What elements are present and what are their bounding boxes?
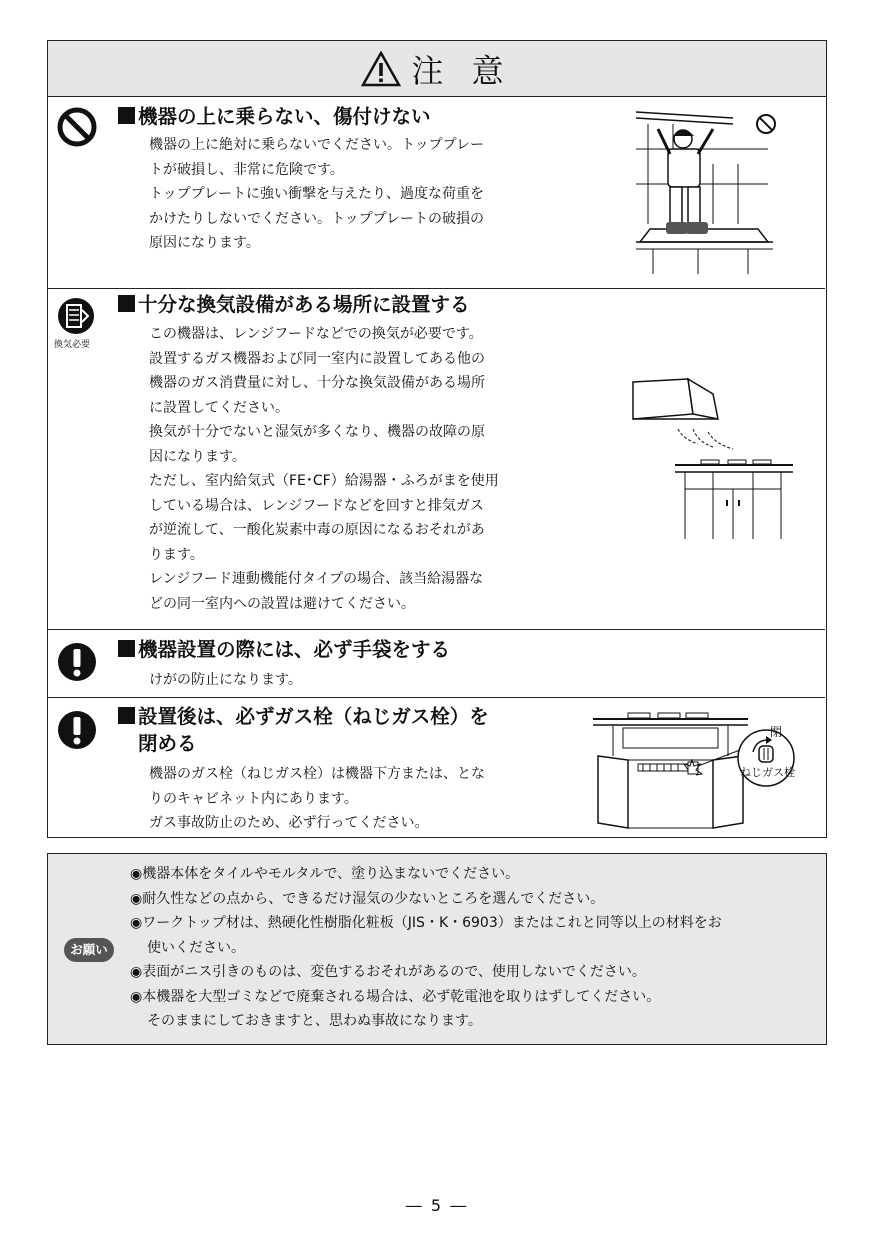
request-item: ◉耐久性などの点から、できるだけ湿気の少ないところを選んでください。 <box>130 890 605 907</box>
section-body: この機器は、レンジフードなどでの換気が必要です。 設置するガス機器および同一室内に設置してある他の 機器のガス消費量に対し、十分な換気設備がある場所 に設置してください。 換気が十分でないと湿気が多くなり、機器の故障の原 因になります。 ただし、室内給気式（FE･CF）給湯器・ふろがまを使用 している場合は、レンジフードなどを回すと排気ガス が逆流して、一酸化炭素中毒の原因になるおそれがあ ります。 レンジフード連動機能付タイプの場合、該当給湯器な どの同一室内への設置は避けてください。 <box>149 326 499 612</box>
section-heading: 設置後は、必ずガス栓（ねじガス栓）を <box>118 704 489 730</box>
request-item: ◉本機器を大型ゴミなどで廃棄される場合は、必ず乾電池を取りはずしてください。 <box>130 988 661 1005</box>
warning-triangle-icon <box>361 51 401 87</box>
request-item: ◉ワークトップ材は、熱硬化性樹脂化粧板（JIS・K・6903）またはこれと同等以上の材料をお <box>130 915 722 931</box>
gas-valve-cabinet-illustration <box>588 708 803 833</box>
request-box <box>47 853 827 1045</box>
section-heading: 機器の上に乗らない、傷付けない <box>118 104 431 130</box>
prohibition-icon <box>56 106 98 148</box>
mandatory-action-icon <box>56 641 98 683</box>
caution-section-ventilation <box>48 289 825 630</box>
ventilation-required-icon <box>56 296 96 336</box>
caution-section-gas-valve <box>48 698 825 838</box>
section-body: 機器のガス栓（ねじガス栓）は機器下方または、とな りのキャビネット内にあります。 ガス事故防止のため、必ず行ってください。 <box>149 766 485 831</box>
request-item: ◉表面がニス引きのものは、変色するおそれがあるので、使用しないでください。 <box>130 964 646 980</box>
section-heading: 機器設置の際には、必ず手袋をする <box>118 637 450 663</box>
caution-section-gloves <box>48 630 825 698</box>
caution-section-no-standing <box>48 96 825 289</box>
request-item: そのままにしておきますと、思わぬ事故になります。 <box>147 1013 482 1029</box>
ventilation-required-label: 換気必要 <box>54 340 91 350</box>
caution-box <box>47 40 827 838</box>
caution-title: 注 意 <box>411 51 513 90</box>
section-heading-cont: 閉める <box>138 732 197 755</box>
request-item: 使いください。 <box>147 939 245 956</box>
section-heading: 十分な換気設備がある場所に設置する <box>118 292 470 318</box>
section-body: けがの防止になります。 <box>149 672 302 688</box>
caution-header <box>48 41 826 97</box>
close-label: 閉 <box>770 725 783 739</box>
screw-valve-label: ねじガス栓 <box>740 766 795 779</box>
request-list <box>130 862 722 1034</box>
section-body: 機器の上に絶対に乗らないでください。トッププレー トが破損し、非常に危険です。 トッププレートに強い衝撃を与えたり、過度な荷重を かけたりしないでください。トッププレートの破損の 原因になります。 <box>149 137 485 251</box>
range-hood-illustration <box>623 374 798 544</box>
person-standing-on-counter-illustration <box>628 104 778 279</box>
page-number: ― 5 ― <box>405 1196 469 1215</box>
request-badge: お願い <box>64 938 114 962</box>
mandatory-action-icon <box>56 709 98 751</box>
request-item: ◉機器本体をタイルやモルタルで、塗り込まないでください。 <box>130 866 520 882</box>
